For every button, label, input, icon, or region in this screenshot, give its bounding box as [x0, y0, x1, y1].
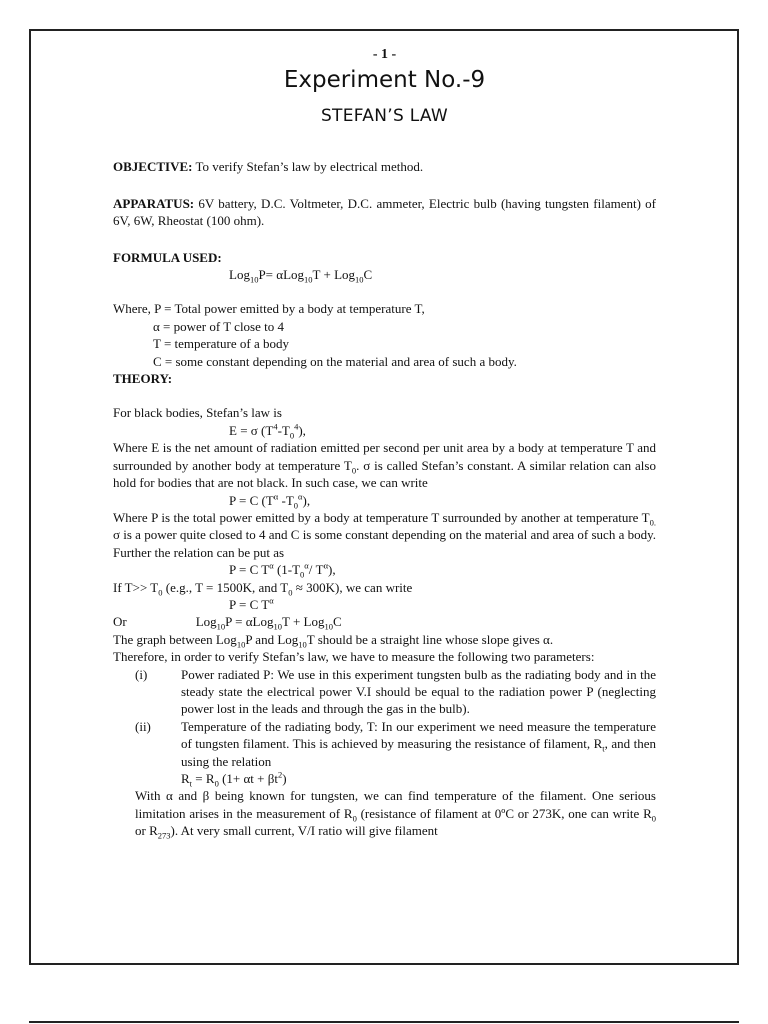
list-item: [135, 666, 656, 718]
or-label: Or: [113, 614, 127, 630]
document-body: [113, 46, 656, 840]
list-text: Power radiated P: We use in this experiment tungsten bulb as the radiating body and in the steady state the electrical power V.I should be equal to the radiation power P (neglecting power lost in the leads and through the gas in the bulb).: [181, 666, 656, 717]
theory-para2: Where P is the total power emitted by a body at temperature T surrounded by another at temperature $T_{0.}$ σ is a power quite closed to 4 and C is some constant depending on the material and area of such a body. Further the relation can be put as: [113, 509, 656, 560]
log-equation-line: Or Log$_{10}$P = αLog$_{10}$T + Log$_{10}$C: [113, 614, 342, 632]
theory-intro: For black bodies, Stefan’s law is: [113, 405, 282, 421]
therefore-line: Therefore, in order to verify Stefan’s law, we have to measure the following two parameters:: [113, 649, 595, 665]
apparatus-section: [113, 195, 656, 230]
apparatus-label: APPARATUS:: [113, 195, 195, 211]
page-title: Experiment No.-9: [283, 67, 486, 94]
page-subtitle: STEFAN’S LAW: [320, 106, 449, 127]
where-alpha: α = power of T close to 4: [153, 318, 285, 334]
where-t: T = temperature of a body: [153, 336, 289, 352]
list-number: (i): [135, 666, 148, 682]
power-equation-factored: P = C $T^\alpha$ ($1-T_0^\alpha/$ $T^\alpha$),: [229, 560, 336, 580]
power-equation-simple: P = C $T^\alpha$: [229, 595, 274, 612]
theory-label: THEORY:: [113, 371, 173, 387]
power-equation: P = C ($T^\alpha$ $-T_0^\alpha$),: [229, 491, 311, 511]
objective-section: [113, 158, 656, 175]
theory-para1: Where E is the net amount of radiation emitted per second per unit area by a body at temperature T and surrounded by another body at temperature $T_0$. σ is called Stefan’s constant. A similar relation can also hold for bodies that are not black. In such case, we can write: [113, 440, 656, 491]
list-text: Temperature of the radiating body, T: In our experiment we need measure the temperature of tungsten filament. This is achieved by measuring the resistance of filament, $R_t$, and then using the relation $R_t = R_0$ $(1+ \alpha t + \beta t^2)$: [181, 718, 656, 789]
apparatus-text: 6V battery, D.C. Voltmeter, D.C. ammeter, Electric bulb (having tungsten filament) of 6V, 6W, Rheostat (100 ohm).: [113, 195, 656, 229]
list-number: (ii): [135, 718, 151, 734]
where-p: Where, P = Total power emitted by a body at temperature T,: [113, 301, 425, 317]
list-item: [135, 718, 656, 788]
stefan-equation: E = σ $(T^4-T_0^4)$,: [229, 421, 306, 441]
graph-line: The graph between Log$_{10}$P and Log$_{10}$T should be a straight line whose slope gives α.: [113, 631, 554, 650]
formula-equation: Log$_{10}$P= αLog$_{10}$T + Log$_{10}$C: [229, 267, 373, 285]
objective-label: OBJECTIVE:: [113, 159, 193, 175]
formula-label: FORMULA USED:: [113, 249, 222, 265]
approximation-line: If $T>> T_0$ (e.g., T = 1500K, and $T_0 \approx 300K$), we can write: [113, 579, 413, 598]
objective-text: To verify Stefan’s law by electrical method.: [192, 159, 424, 175]
next-page-border: [29, 1021, 739, 1023]
closing-paragraph: With α and β being known for tungsten, we can find temperature of the filament. One serious limitation arises in the measurement of $R_0$ (resistance of filament at 0ºC or 273K, one can write $R_0$ or $R_{273}$). At very small current, V/I ratio will give filament: [135, 788, 657, 841]
where-c: C = some constant depending on the material and area of such a body.: [153, 353, 517, 369]
page-number: - 1 -: [372, 47, 397, 62]
